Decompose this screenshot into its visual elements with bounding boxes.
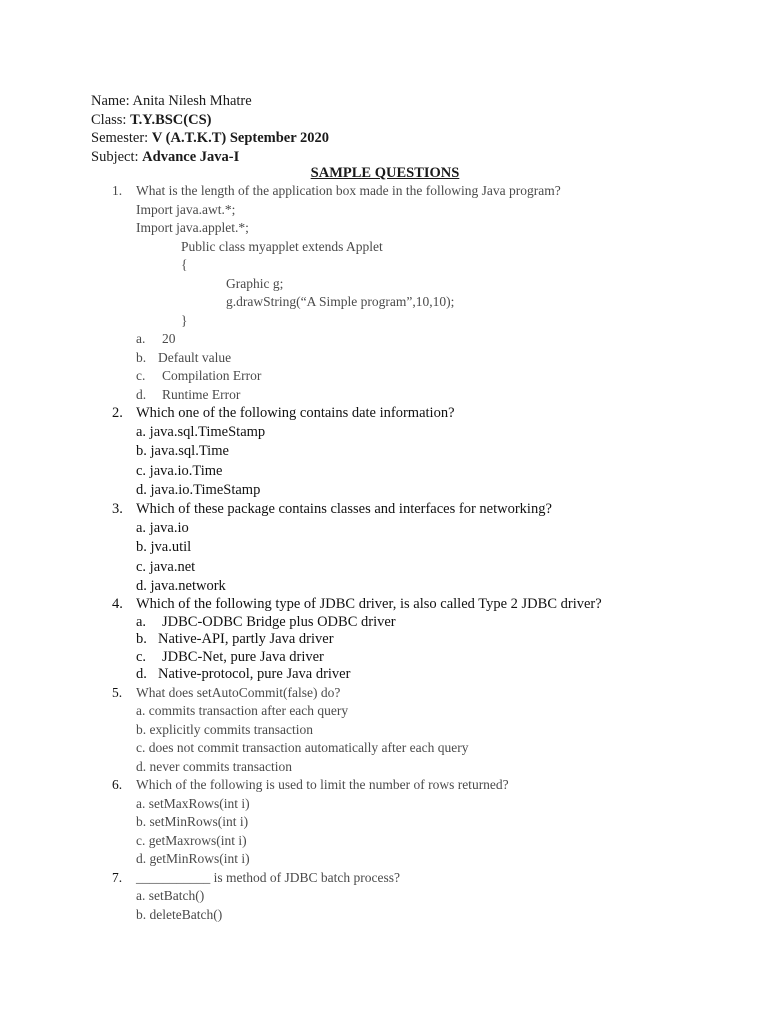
question-5 [0,684,770,777]
option: a. commits transaction after each query [136,703,349,719]
question-6 [0,776,770,869]
question-number: 5. [112,684,123,700]
semester-value: V (A.T.K.T) September 2020 [151,130,330,146]
option: d. java.io.TimeStamp [136,481,261,498]
option: a. setMaxRows(int i) [136,795,250,811]
question-text: Which one of the following contains date information? [136,405,455,421]
question-number: 7. [112,869,123,885]
option: c. java.io.Time [136,462,223,479]
question-text: Which of the following type of JDBC driver, is also called Type 2 JDBC driver? [136,596,602,613]
question-number: 4. [112,596,123,613]
question-text: What is the length of the application box made in the following Java program? [136,183,561,198]
name-line: Name: Anita Nilesh Mhatre [91,93,252,109]
option: b. java.sql.Time [136,443,229,460]
option: d. Runtime Error [136,386,241,402]
option: b. setMinRows(int i) [136,814,249,830]
option: d. never commits transaction [136,758,292,774]
question-number: 1. [112,183,123,198]
option: c. getMaxrows(int i) [136,832,247,848]
class-value: T.Y.BSC(CS) [130,111,212,128]
option: a. 20 [136,331,176,346]
question-1 [0,182,770,404]
question-7 [0,869,770,925]
option: d. Native-protocol, pure Java driver [136,666,351,683]
semester-line: Semester: V (A.T.K.T) September 2020 [91,130,330,146]
subject-line: Subject: Advance Java-I [91,148,240,165]
code-line: Graphic g; [226,275,284,291]
document-header [91,92,329,166]
code-line: } [181,312,188,328]
code-line: { [181,257,188,272]
code-line: Import java.applet.*; [136,220,249,235]
class-line: Class: T.Y.BSC(CS) [91,111,212,128]
question-2 [0,404,770,500]
code-line: g.drawString(“A Simple program”,10,10); [226,294,455,309]
question-number: 3. [112,501,123,518]
option: b. jva.util [136,539,192,556]
question-number: 6. [112,777,123,793]
page-title: SAMPLE QUESTIONS [310,165,460,181]
option: c. java.net [136,558,196,575]
option: b. explicitly commits transaction [136,721,313,737]
option: a. java.sql.TimeStamp [136,424,266,441]
option: a. JDBC-ODBC Bridge plus ODBC driver [136,613,396,630]
option: b. Default value [136,349,232,365]
question-text: Which of the following is used to limit the number of rows returned? [136,777,509,793]
option: b. Native-API, partly Java driver [136,631,334,648]
code-line: Public class myapplet extends Applet [181,238,383,254]
option: d. getMinRows(int i) [136,851,250,867]
option: a. java.io [136,520,189,537]
option: b. deleteBatch() [136,906,223,922]
option: c. does not commit transaction automatically after each query [136,740,469,756]
option: a. setBatch() [136,888,205,904]
subject-value: Advance Java-I [142,148,240,165]
code-line: Import java.awt.*; [136,201,236,217]
option: c. Compilation Error [136,368,262,383]
question-4 [0,596,770,684]
student-name: Anita Nilesh Mhatre [132,93,252,109]
question-text: Which of these package contains classes and interfaces for networking? [136,501,552,518]
question-number: 2. [112,405,123,421]
question-text: What does setAutoCommit(false) do? [136,684,341,700]
option: d. java.network [136,577,226,594]
question-text: ___________ is method of JDBC batch process? [136,869,400,885]
question-3 [0,500,770,596]
question-list [0,182,770,924]
option: c. JDBC-Net, pure Java driver [136,648,324,665]
